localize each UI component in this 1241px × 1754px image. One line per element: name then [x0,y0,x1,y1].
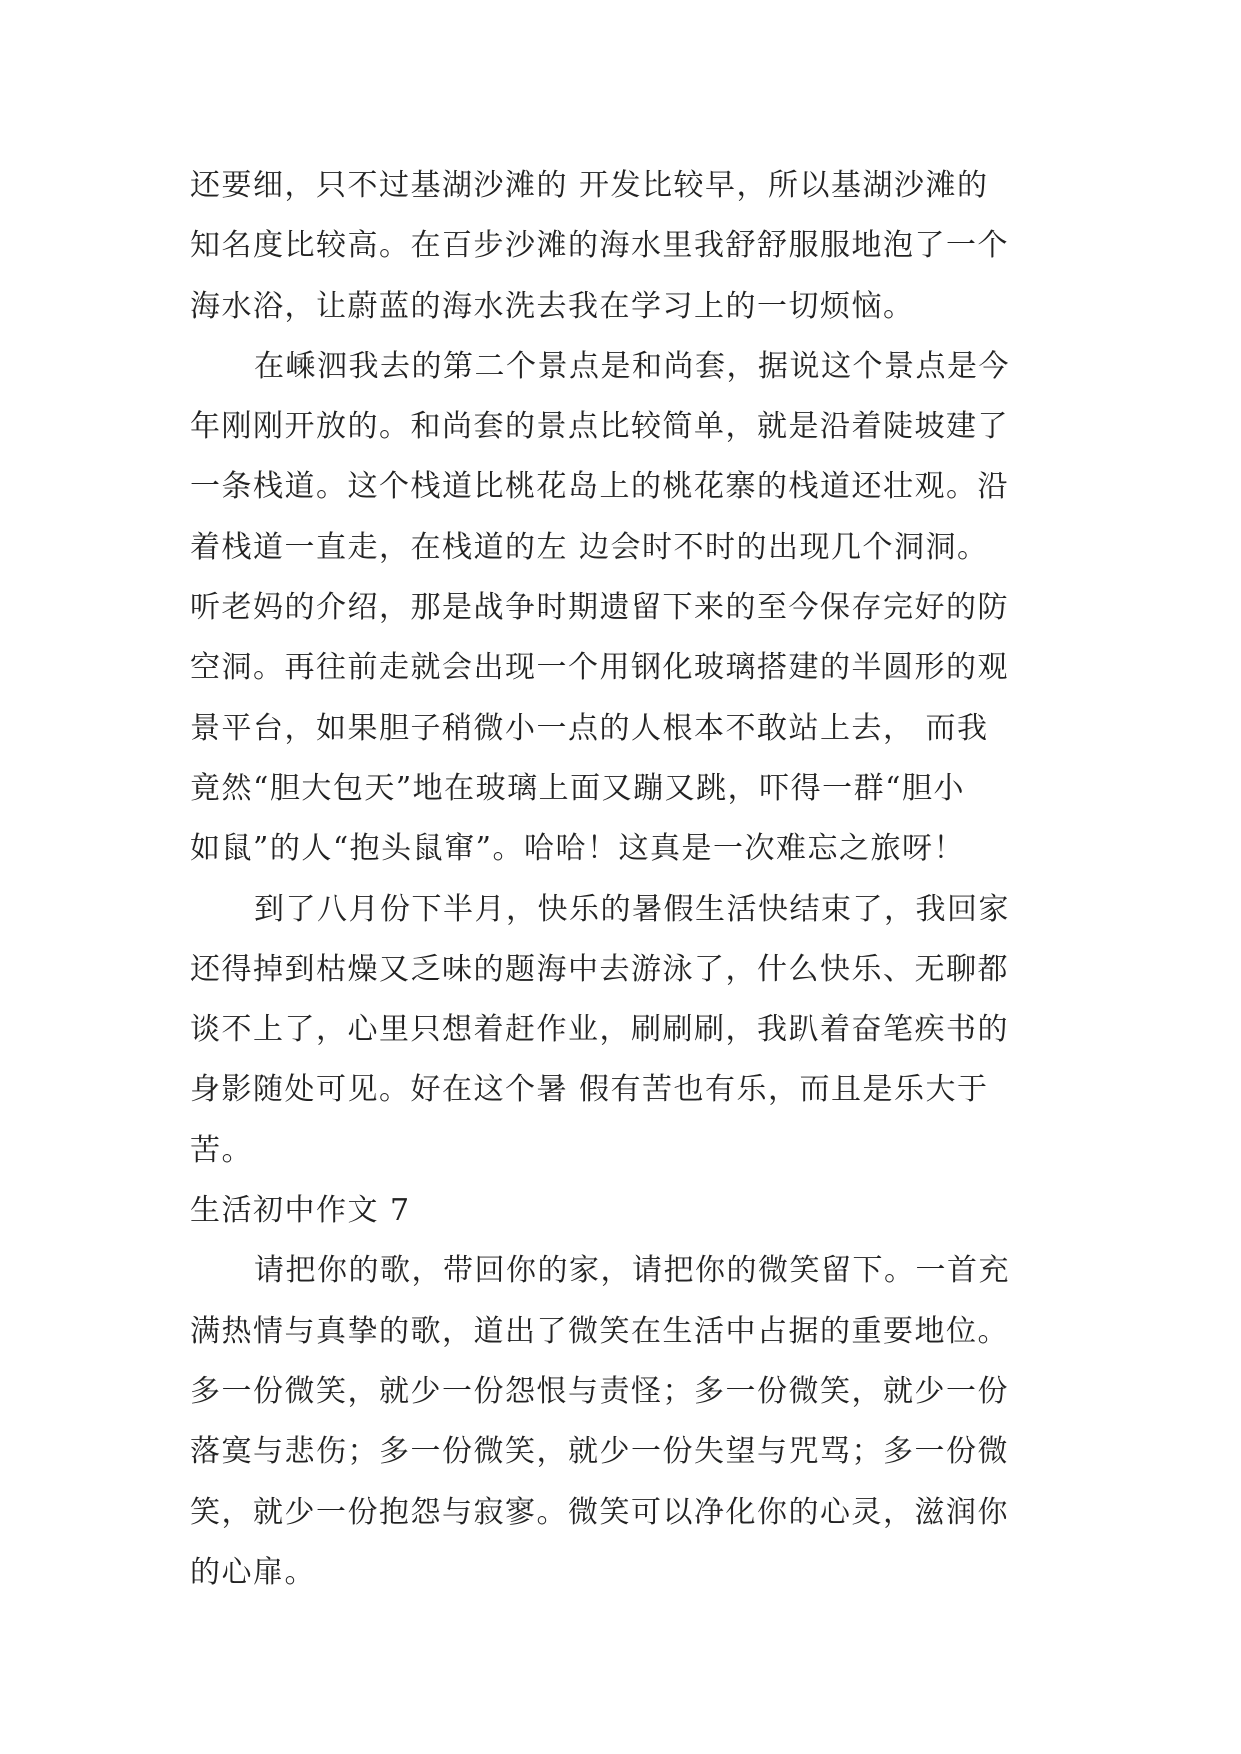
text-line: 知名度比较高。在百步沙滩的海水里我舒舒服服地泡了一个 [190,228,1009,264]
text-line: 到了八月份下半月，快乐的暑假生活快结束了，我回家 [254,891,1010,927]
paragraph-beach [190,156,1070,337]
text-line: 年刚刚开放的。和尚套的景点比较简单，就是沿着陡坡建了 [190,409,1009,445]
text-line: 身影随处可见。好在这个暑 假有苦也有乐，而且是乐大于 [190,1072,989,1108]
text-line: 请把你的歌，带回你的家，请把你的微笑留下。一首充 [254,1253,1010,1289]
text-line: 笑，就少一份抱怨与寂寥。微笑可以净化你的心灵，滋润你 [190,1494,1009,1530]
text-line: 的心扉。 [190,1554,316,1590]
document-body [190,156,1070,1603]
text-line: 景平台，如果胆子稍微小一点的人根本不敢站上去， 而我 [190,710,989,746]
text-line: 竟然“胆大包天”地在玻璃上面又蹦又跳，吓得一群“胆小 [190,770,966,806]
text-line: 在嵊泗我去的第二个景点是和尚套，据说这个景点是今 [254,348,1010,384]
paragraph-smile [190,1241,1070,1603]
text-line: 如鼠”的人“抱头鼠窜”。哈哈！这真是一次难忘之旅呀！ [190,831,966,867]
section-heading: 生活初中作文 7 [190,1193,411,1229]
text-line: 满热情与真挚的歌，道出了微笑在生活中占据的重要地位。 [190,1313,1009,1349]
text-line: 还要细，只不过基湖沙滩的 开发比较早，所以基湖沙滩的 [190,168,989,203]
text-line: 空洞。再往前走就会出现一个用钢化玻璃搭建的半圆形的观 [190,650,1009,686]
text-line: 海水浴，让蔚蓝的海水洗去我在学习上的一切烦恼。 [190,288,915,324]
text-line: 一条栈道。这个栈道比桃花岛上的桃花寨的栈道还壮观。沿 [190,469,1009,505]
text-line: 谈不上了，心里只想着赶作业，刷刷刷，我趴着奋笔疾书的 [190,1012,1009,1048]
paragraph-heshangtao [190,337,1070,880]
text-line: 苦。 [190,1132,253,1168]
text-line: 听老妈的介绍，那是战争时期遗留下来的至今保存完好的防 [190,590,1009,626]
text-line: 多一份微笑，就少一份怨恨与责怪；多一份微笑，就少一份 [190,1373,1009,1409]
paragraph-august [190,880,1070,1181]
text-line: 还得掉到枯燥又乏味的题海中去游泳了，什么快乐、无聊都 [190,951,1009,987]
text-line: 着栈道一直走，在栈道的左 边会时不时的出现几个洞洞。 [190,529,989,565]
text-line: 落寞与悲伤；多一份微笑，就少一份失望与咒骂；多一份微 [190,1434,1009,1470]
